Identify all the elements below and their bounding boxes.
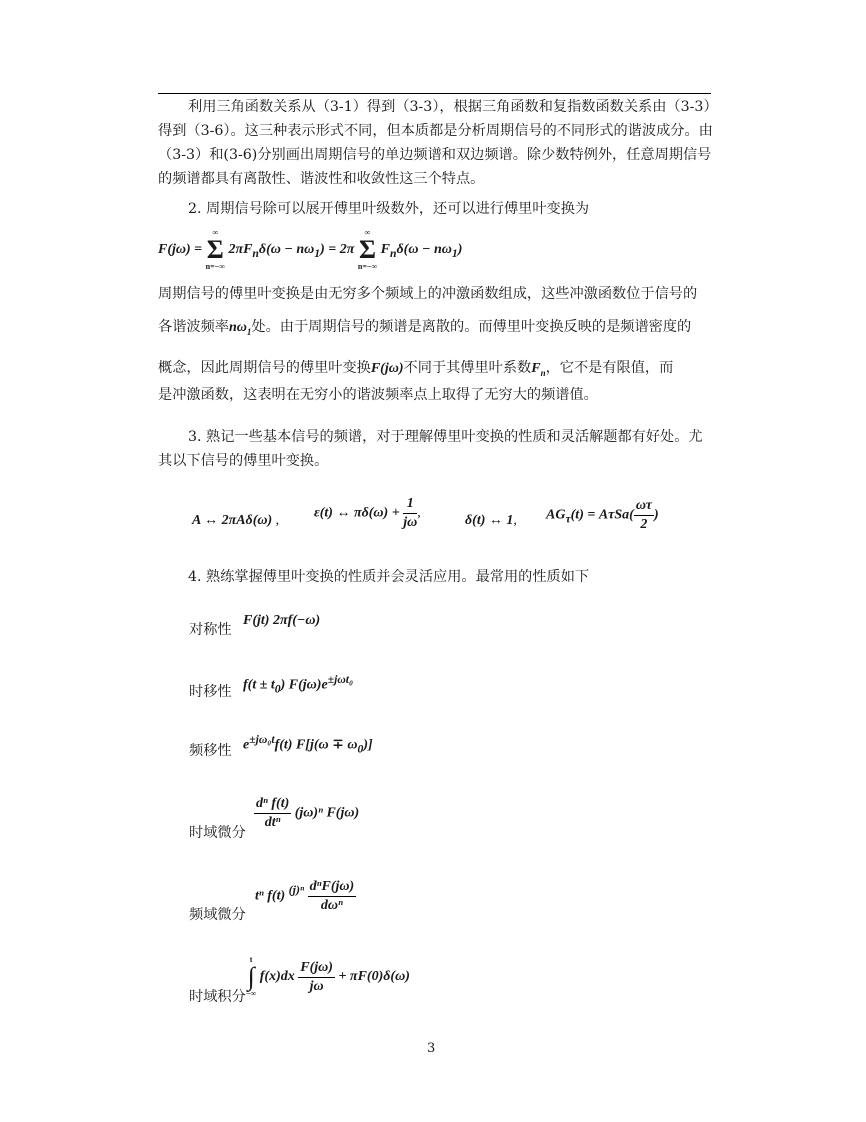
item3-heading: 3. 熟记一些基本信号的频谱，对于理解傅里叶变换的性质和灵活解题都有好处。尤其以下信号的傅里叶变换。 xyxy=(158,429,703,469)
item2-line2: 各谐波频率$n\omega_1$处。由于周期信号的频谱是离散的。而傅里叶变换反映的是频谱密度的 xyxy=(158,319,692,337)
formula-impulse: δ(t) ↔ 1, xyxy=(465,513,517,528)
prop-freqdiff-formula: tⁿ f(t) (j)ⁿ $\frac{\text{dⁿF(jω)}}{\text{dωⁿ}}$ xyxy=(255,879,355,913)
prop-freqdiff-label: 频域微分 xyxy=(189,907,246,923)
formula-step: ε(t) ↔ πδ(ω) + $\frac{1}{j\omega}$ , xyxy=(314,496,421,530)
prop-timediff-formula: $\frac{\text{dⁿ f(t)}}{\text{dtⁿ}}$ (jω)ⁿ F(jω) xyxy=(256,796,360,830)
prop-timeint-formula: t ∫ −∞ f(x)dx $\frac{F(j\omega)}{j\omega}$ + πF(0)δ(ω) xyxy=(246,955,410,998)
integral-sign: t ∫ −∞ xyxy=(246,955,257,998)
item2-line4: 是冲激函数，这表明在无穷小的谐波频率点上取得了无穷大的频谱值。 xyxy=(158,387,598,403)
item2-heading: 2. 周期信号除可以展开傅里叶级数外，还可以进行傅里叶变换为 xyxy=(188,201,590,217)
prop-freqshift-formula: $e^{\pm j\omega_0t}f(t) F[j(\omega \mp \omega_0)]$ xyxy=(243,733,373,756)
item2-line3: 概念，因此周期信号的傅里叶变换F(jω)不同于其傅里叶系数$F_n$，它不是有限值，而 xyxy=(158,360,674,378)
item4-heading: 4. 熟练掌握傅里叶变换的性质并会灵活应用。最常用的性质如下 xyxy=(188,569,590,585)
prop-symmetry-formula: F(jt) 2πf(−ω) xyxy=(243,613,321,628)
prop-timeshift-label: 时移性 xyxy=(189,684,232,700)
intro-paragraph: 利用三角函数关系从（3-1）得到（3-3），根据三角函数和复指数函数关系由（3-3）得到（3-6）。这三种表示形式不同，但本质都是分析周期信号的不同形式的谐波成分。由（3-3）和(3-6)分别画出周期信号的单边频谱和双边频谱。除少数特例外，任意周期信号的频谱都具有离散性、谐波性和收敛性这三个特点。 xyxy=(158,99,713,187)
prop-timeshift-formula: $f(t \pm t_0)$ $F(j\omega)e^{\pm j\omega t_0}$ xyxy=(243,673,354,696)
formula-constant: A ↔ 2πAδ(ω) , xyxy=(192,513,280,528)
header-rule xyxy=(158,93,711,94)
sum-operator-1: ∞ Σ n=−∞ xyxy=(205,228,225,271)
prop-freqshift-label: 频移性 xyxy=(189,743,232,759)
sum-operator-2: ∞ Σ n=−∞ xyxy=(357,228,378,271)
periodic-fourier-formula: F(jω) = ∞ Σ n=−∞ $2\pi F_n\delta(\omega - n\omega_1) = 2\pi$ ∞ Σ n=−∞ $F_n\delta(\omega - n\omega_1)$ xyxy=(158,228,463,271)
prop-timediff-label: 时域微分 xyxy=(189,825,246,841)
prop-symmetry-label: 对称性 xyxy=(189,622,232,638)
formula-gate: $AG_\tau(t) = A\tau Sa$( $\frac{\omega\tau}{2}$ ) xyxy=(546,498,659,532)
prop-timeint-label: 时域积分 xyxy=(189,989,246,1005)
item2-line1: 周期信号的傅里叶变换是由无穷多个频域上的冲激函数组成，这些冲激函数位于信号的 xyxy=(158,286,698,302)
page-number: 3 xyxy=(427,1041,436,1056)
